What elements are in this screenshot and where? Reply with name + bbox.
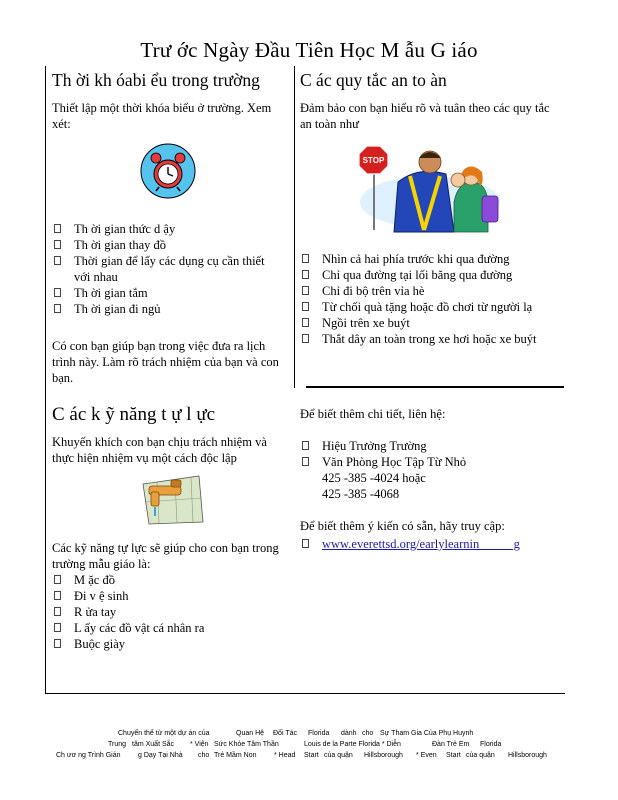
checkbox-icon: [302, 457, 309, 466]
safety-section: [300, 70, 562, 132]
safety-heading: C ác quy tắc an to àn: [300, 70, 447, 90]
checkbox-icon: [302, 270, 309, 279]
checkbox-icon: [54, 224, 61, 233]
contact-list: [300, 438, 562, 470]
checkbox-icon: [302, 539, 309, 548]
safety-intro: Đảm bảo con bạn hiểu rõ và tuân theo các quy tắc an toàn như: [300, 101, 550, 131]
list-item: Thắt dây an toàn trong xe hơi hoặc xe buýt: [300, 331, 562, 347]
checkbox-icon: [302, 286, 309, 295]
faucet-icon: [135, 470, 207, 526]
selfhelp-heading: C ác k ỹ năng t ự l ực: [52, 404, 216, 425]
checkbox-icon: [54, 623, 61, 632]
list-item: Ngồi trên xe buýt: [300, 315, 562, 331]
checkbox-icon: [54, 240, 61, 249]
list-item: L ấy các đồ vật cá nhân ra: [52, 620, 284, 636]
left-border: [45, 66, 46, 694]
selfhelp-section: [52, 404, 284, 466]
link-list: [300, 536, 562, 552]
footer: [50, 728, 570, 761]
footer-line-2: Trung tâm Xuất Sắc * Viện Sức Khỏe Tâm Thần Louis de la Parte Florida * Diễn Đàn Trẻ Em Florida: [108, 741, 502, 748]
selfhelp-intro: Khuyến khích con bạn chịu trách nhiệm và thực hiện nhiệm vụ một cách độc lập: [52, 435, 267, 465]
column-divider: [294, 66, 295, 388]
ideas-text: Để biết thêm ý kiến có sẵn, hãy truy cập:: [300, 519, 505, 533]
list-item: Thời gian để lấy các dụng cụ cần thiết với nhau: [52, 253, 284, 285]
safety-list: [300, 251, 562, 347]
list-item: Th ời gian đi ngủ: [52, 301, 284, 317]
list-item: M ặc đồ: [52, 572, 284, 588]
schedule-intro: Thiết lập một thời khóa biểu ở trường. Xem xét:: [52, 101, 272, 131]
stop-sign-text: STOP: [362, 156, 385, 165]
page-title: Trư ớc Ngày Đầu Tiên Học M ẫu G iáo: [140, 38, 478, 62]
bottom-border: [45, 693, 565, 694]
list-item: Từ chối quà tặng hoặc đồ chơi từ người lạ: [300, 299, 562, 315]
list-item: Th ời gian thức d ậy: [52, 221, 284, 237]
list-item: R ửa tay: [52, 604, 284, 620]
alarm-clock-icon: [140, 143, 196, 199]
footer-line-1: Chuyển thể từ một dự án của Quan Hệ Đối Tác Florida dành cho Sự Tham Gia Của Phụ Huynh: [118, 730, 474, 737]
list-item: Văn Phòng Học Tập Từ Nhỏ: [300, 454, 562, 470]
contact-phone-2: 425 -385 -4068: [322, 487, 400, 501]
list-item: Hiệu Trưởng Trường: [300, 438, 562, 454]
list-item: Đi v ệ sinh: [52, 588, 284, 604]
checkbox-icon: [54, 288, 61, 297]
list-item: Chỉ đi bộ trên vỉa hè: [300, 283, 562, 299]
section-divider: [306, 386, 564, 388]
list-item: Buộc giày: [52, 636, 284, 652]
checkbox-icon: [302, 318, 309, 327]
list-item: Th ời gian thay đồ: [52, 237, 284, 253]
checkbox-icon: [302, 441, 309, 450]
checkbox-icon: [302, 334, 309, 343]
list-item: Nhìn cả hai phía trước khi qua đường: [300, 251, 562, 267]
schedule-heading: Th ời kh óabi ểu trong trường: [52, 70, 260, 90]
earlylearning-link[interactable]: www.everettsd.org/earlylearnin g: [322, 537, 520, 551]
checkbox-icon: [302, 254, 309, 263]
list-item: Chỉ qua đường tại lối băng qua đường: [300, 267, 562, 283]
selfhelp-outro: Các kỹ năng tự lực sẽ giúp cho con bạn trong trường mẫu giáo là:: [52, 541, 279, 571]
checkbox-icon: [54, 304, 61, 313]
checkbox-icon: [54, 607, 61, 616]
schedule-outro: Có con bạn giúp bạn trong việc đưa ra lịch trình này. Làm rõ trách nhiệm của bạn và con bạn.: [52, 339, 279, 385]
schedule-section: [52, 70, 284, 132]
checkbox-icon: [54, 256, 61, 265]
checkbox-icon: [54, 575, 61, 584]
crossing-guard-illustration: [358, 142, 503, 234]
checkbox-icon: [54, 639, 61, 648]
selfhelp-list: [52, 572, 284, 652]
footer-line-3: Ch ươ ng Trình Giản g Dạy Tại Nhà cho Trẻ Mầm Non * Head Start của quận Hillsborough * Even Start của quận Hillsborough: [56, 752, 547, 759]
checkbox-icon: [54, 591, 61, 600]
contact-intro: Để biết thêm chi tiết, liên hệ:: [300, 407, 446, 421]
list-item: [300, 536, 562, 552]
schedule-list: [52, 221, 284, 317]
contact-phone-1: 425 -385 -4024 hoặc: [322, 471, 426, 485]
list-item: Th ời gian tắm: [52, 285, 284, 301]
checkbox-icon: [302, 302, 309, 311]
